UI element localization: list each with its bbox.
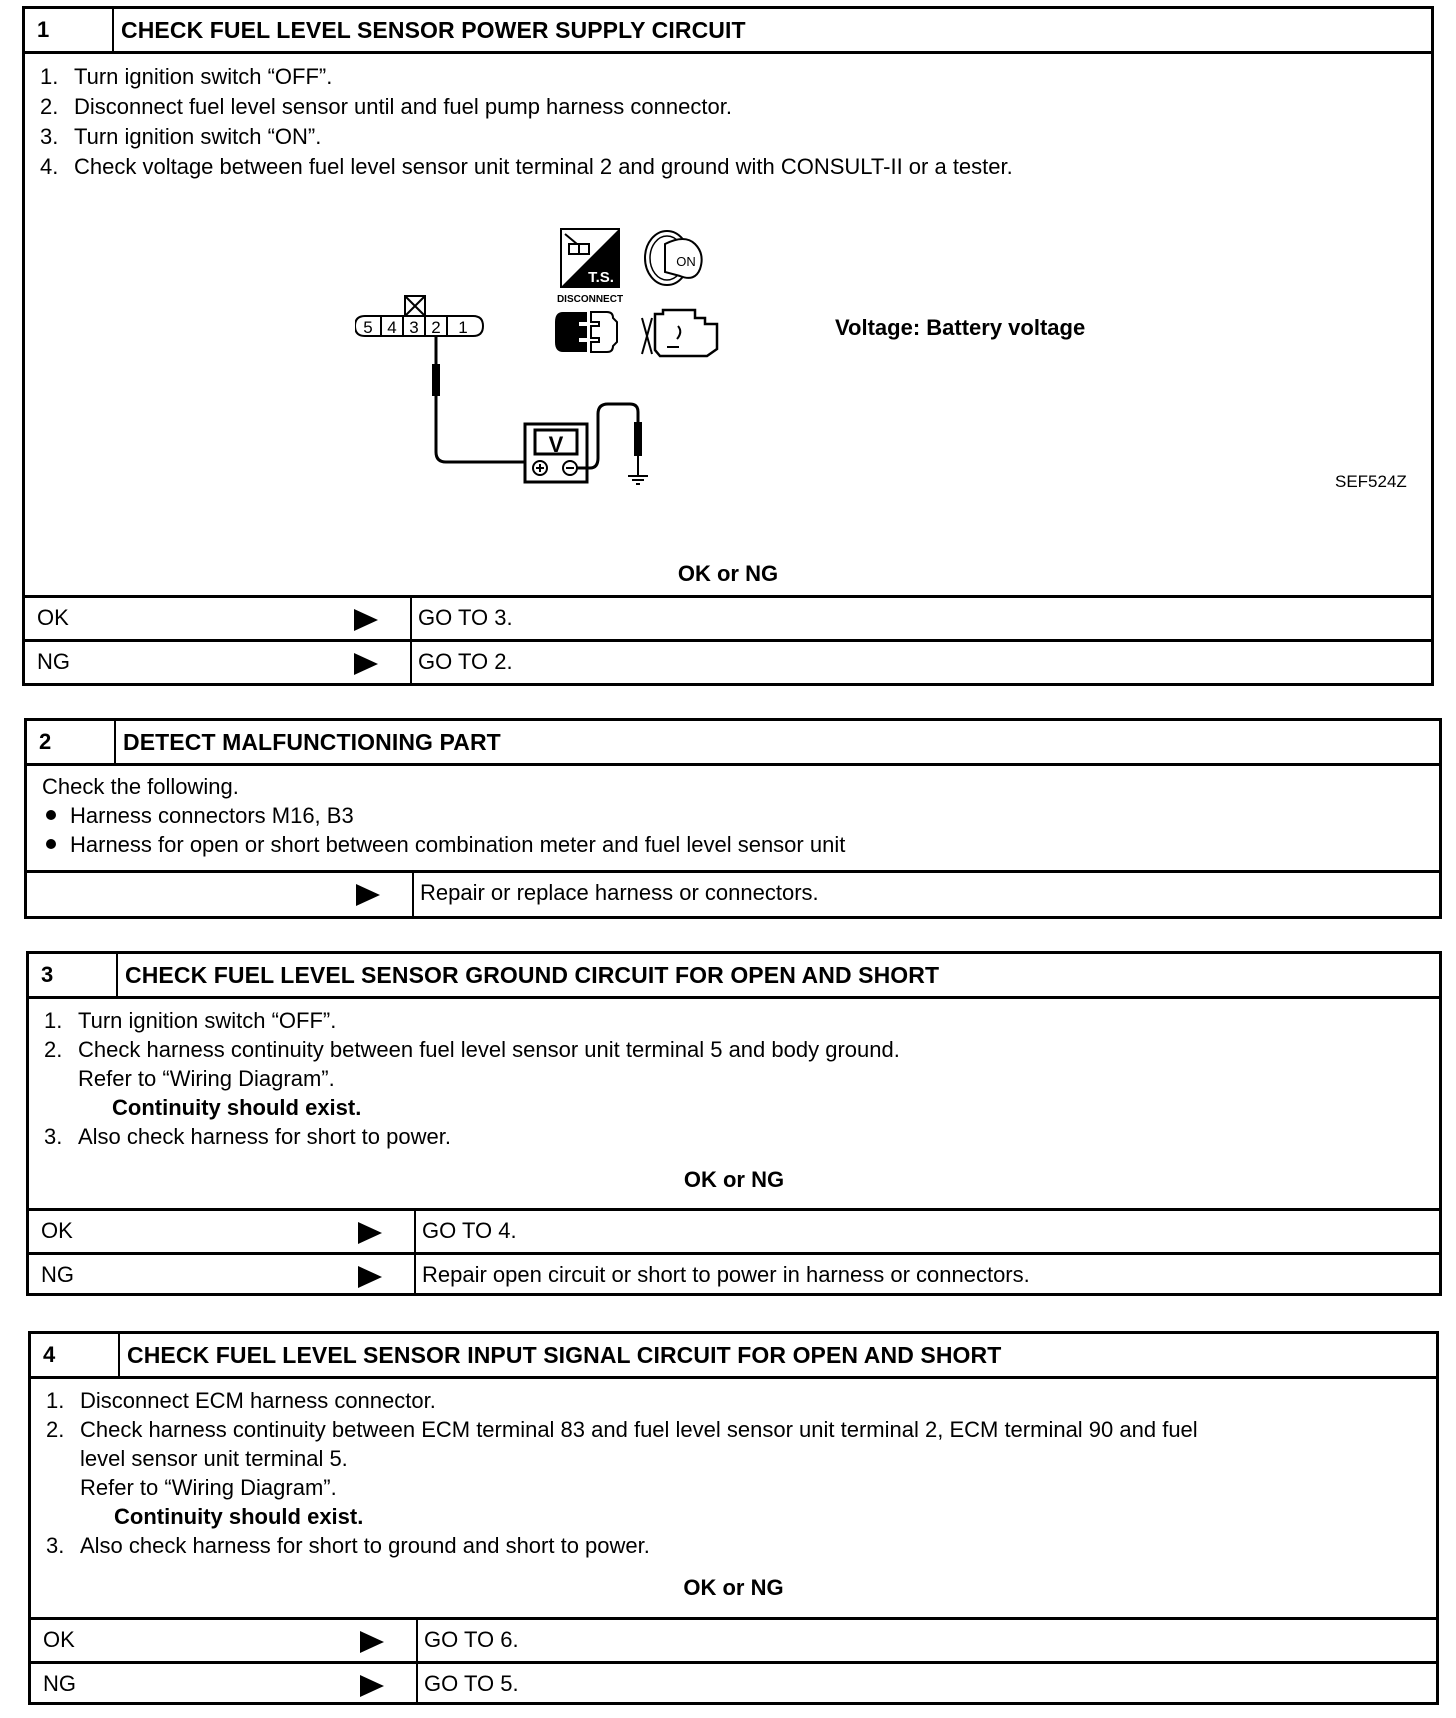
result-row-ok[interactable] bbox=[25, 595, 1431, 639]
voltmeter-icon bbox=[525, 424, 587, 482]
step-1-box bbox=[22, 6, 1434, 686]
bullet-text: Harness connectors M16, B3 bbox=[70, 803, 354, 828]
tool-tester-icon bbox=[561, 229, 619, 287]
instruction-text: Check harness continuity between fuel level sensor unit terminal 5 and body ground. bbox=[78, 1037, 900, 1062]
intro-text: Check the following. bbox=[42, 774, 239, 799]
result-label: OK bbox=[37, 605, 69, 630]
spec-text: Continuity should exist. bbox=[112, 1095, 362, 1120]
meter-label: V bbox=[548, 432, 564, 457]
step-3-header bbox=[29, 954, 1439, 999]
result-label: NG bbox=[41, 1262, 74, 1287]
instruction-number: 2. bbox=[44, 1037, 63, 1062]
ignition-on-icon bbox=[645, 231, 702, 285]
result-action[interactable]: Repair or replace harness or connectors. bbox=[412, 873, 819, 916]
result-label: NG bbox=[37, 649, 70, 674]
ok-or-ng-label: OK or NG bbox=[683, 1167, 785, 1192]
step-number: 4 bbox=[31, 1334, 120, 1376]
engine-off-icon bbox=[642, 310, 717, 356]
instruction bbox=[40, 123, 321, 151]
instruction-number: 3. bbox=[46, 1533, 65, 1558]
arrow-right-icon bbox=[354, 609, 378, 631]
instruction bbox=[44, 1065, 335, 1093]
result-row-ng[interactable] bbox=[25, 639, 1431, 683]
step-title: CHECK FUEL LEVEL SENSOR INPUT SIGNAL CIRCUIT FOR OPEN AND SHORT bbox=[127, 1342, 1002, 1368]
instruction-text: Disconnect fuel level sensor until and fuel pump harness connector. bbox=[74, 94, 732, 119]
instruction-number: 1. bbox=[46, 1388, 65, 1413]
result-label: OK bbox=[43, 1627, 75, 1652]
result-action[interactable]: GO TO 4. bbox=[414, 1211, 517, 1252]
instruction-number: 2. bbox=[40, 94, 59, 119]
instruction bbox=[46, 1387, 436, 1415]
result-action[interactable]: GO TO 2. bbox=[410, 642, 513, 683]
terminal-label: 5 bbox=[363, 318, 373, 337]
instruction-number: 3. bbox=[40, 124, 59, 149]
arrow-right-icon bbox=[360, 1631, 384, 1653]
arrow-right-icon bbox=[354, 653, 378, 675]
instruction-text: Disconnect ECM harness connector. bbox=[80, 1388, 436, 1413]
instruction-text: Turn ignition switch “OFF”. bbox=[78, 1008, 337, 1033]
instruction bbox=[40, 63, 332, 91]
instruction-number: 1. bbox=[44, 1008, 63, 1033]
instruction-number: 4. bbox=[40, 154, 59, 179]
result-label: OK bbox=[41, 1218, 73, 1243]
result-row-ng[interactable] bbox=[31, 1661, 1436, 1702]
terminal-label: 3 bbox=[409, 318, 419, 337]
result-row[interactable] bbox=[27, 870, 1439, 916]
terminal-label: 4 bbox=[387, 318, 397, 337]
step-4-header bbox=[31, 1334, 1436, 1379]
instruction-text: Turn ignition switch “ON”. bbox=[74, 124, 322, 149]
instruction-continuation: level sensor unit terminal 5. bbox=[80, 1446, 348, 1471]
step-4-box bbox=[28, 1331, 1439, 1705]
result-action[interactable]: GO TO 3. bbox=[410, 598, 513, 639]
tester-label: T.S. bbox=[588, 269, 614, 286]
voltage-spec: Voltage: Battery voltage bbox=[835, 315, 1086, 340]
bullet-item bbox=[42, 802, 354, 830]
terminal-label: 1 bbox=[458, 318, 468, 337]
step-1-header bbox=[25, 9, 1431, 54]
result-row-ng[interactable] bbox=[29, 1252, 1439, 1293]
instruction bbox=[46, 1532, 650, 1560]
instruction bbox=[46, 1416, 1198, 1444]
step-number: 1 bbox=[25, 9, 114, 51]
result-row-ok[interactable] bbox=[31, 1617, 1436, 1661]
step-number: 2 bbox=[27, 721, 116, 763]
connector-icon bbox=[355, 296, 483, 337]
ok-or-ng-label: OK or NG bbox=[677, 561, 779, 586]
figure-id: SEF524Z bbox=[1335, 472, 1407, 491]
arrow-right-icon bbox=[358, 1222, 382, 1244]
spec-text: Continuity should exist. bbox=[114, 1504, 364, 1529]
arrow-right-icon bbox=[360, 1675, 384, 1697]
step-title: DETECT MALFUNCTIONING PART bbox=[123, 729, 501, 755]
step-3-box bbox=[26, 951, 1442, 1296]
instruction-text: Check voltage between fuel level sensor unit terminal 2 and ground with CONSULT-II or a tester. bbox=[74, 154, 1013, 179]
result-action[interactable]: GO TO 5. bbox=[416, 1664, 519, 1702]
instruction-text: Also check harness for short to ground and short to power. bbox=[80, 1533, 650, 1558]
step-title: CHECK FUEL LEVEL SENSOR POWER SUPPLY CIRCUIT bbox=[121, 17, 746, 43]
bullet-item bbox=[42, 831, 845, 859]
result-row-ok[interactable] bbox=[29, 1208, 1439, 1252]
disconnect-label: DISCONNECT bbox=[556, 294, 624, 305]
step-2-box bbox=[24, 718, 1442, 919]
voltage-check-diagram bbox=[355, 214, 735, 514]
probe-wire bbox=[432, 336, 530, 462]
instruction-number: 3. bbox=[44, 1124, 63, 1149]
instruction bbox=[40, 93, 732, 121]
instruction bbox=[44, 1123, 451, 1151]
step-title: CHECK FUEL LEVEL SENSOR GROUND CIRCUIT FOR OPEN AND SHORT bbox=[125, 962, 940, 988]
bullet-text: Harness for open or short between combination meter and fuel level sensor unit bbox=[70, 832, 846, 857]
key-label: ON bbox=[676, 254, 696, 269]
arrow-right-icon bbox=[356, 884, 380, 906]
step-number: 3 bbox=[29, 954, 118, 996]
ok-or-ng-label: OK or NG bbox=[683, 1575, 784, 1600]
instruction-text: Check harness continuity between ECM terminal 83 and fuel level sensor unit terminal 2, ECM terminal 90 and fuel bbox=[80, 1417, 1198, 1442]
instruction-number: 1. bbox=[40, 64, 59, 89]
instruction-text: Refer to “Wiring Diagram”. bbox=[78, 1066, 335, 1091]
instruction-text: Also check harness for short to power. bbox=[78, 1124, 451, 1149]
result-action[interactable]: GO TO 6. bbox=[416, 1620, 519, 1661]
instruction-continuation: Refer to “Wiring Diagram”. bbox=[80, 1475, 337, 1500]
instruction bbox=[40, 153, 1013, 181]
instruction-number: 2. bbox=[46, 1417, 65, 1442]
result-label: NG bbox=[43, 1671, 76, 1696]
instruction bbox=[44, 1007, 336, 1035]
arrow-right-icon bbox=[358, 1266, 382, 1288]
instruction bbox=[44, 1036, 900, 1064]
terminal-label: 2 bbox=[431, 318, 441, 337]
instruction-text: Turn ignition switch “OFF”. bbox=[74, 64, 333, 89]
step-2-header bbox=[27, 721, 1439, 766]
bullet-icon bbox=[46, 839, 56, 849]
result-action[interactable]: Repair open circuit or short to power in harness or connectors. bbox=[414, 1255, 1030, 1293]
disconnect-icon bbox=[555, 294, 623, 352]
bullet-icon bbox=[46, 810, 56, 820]
